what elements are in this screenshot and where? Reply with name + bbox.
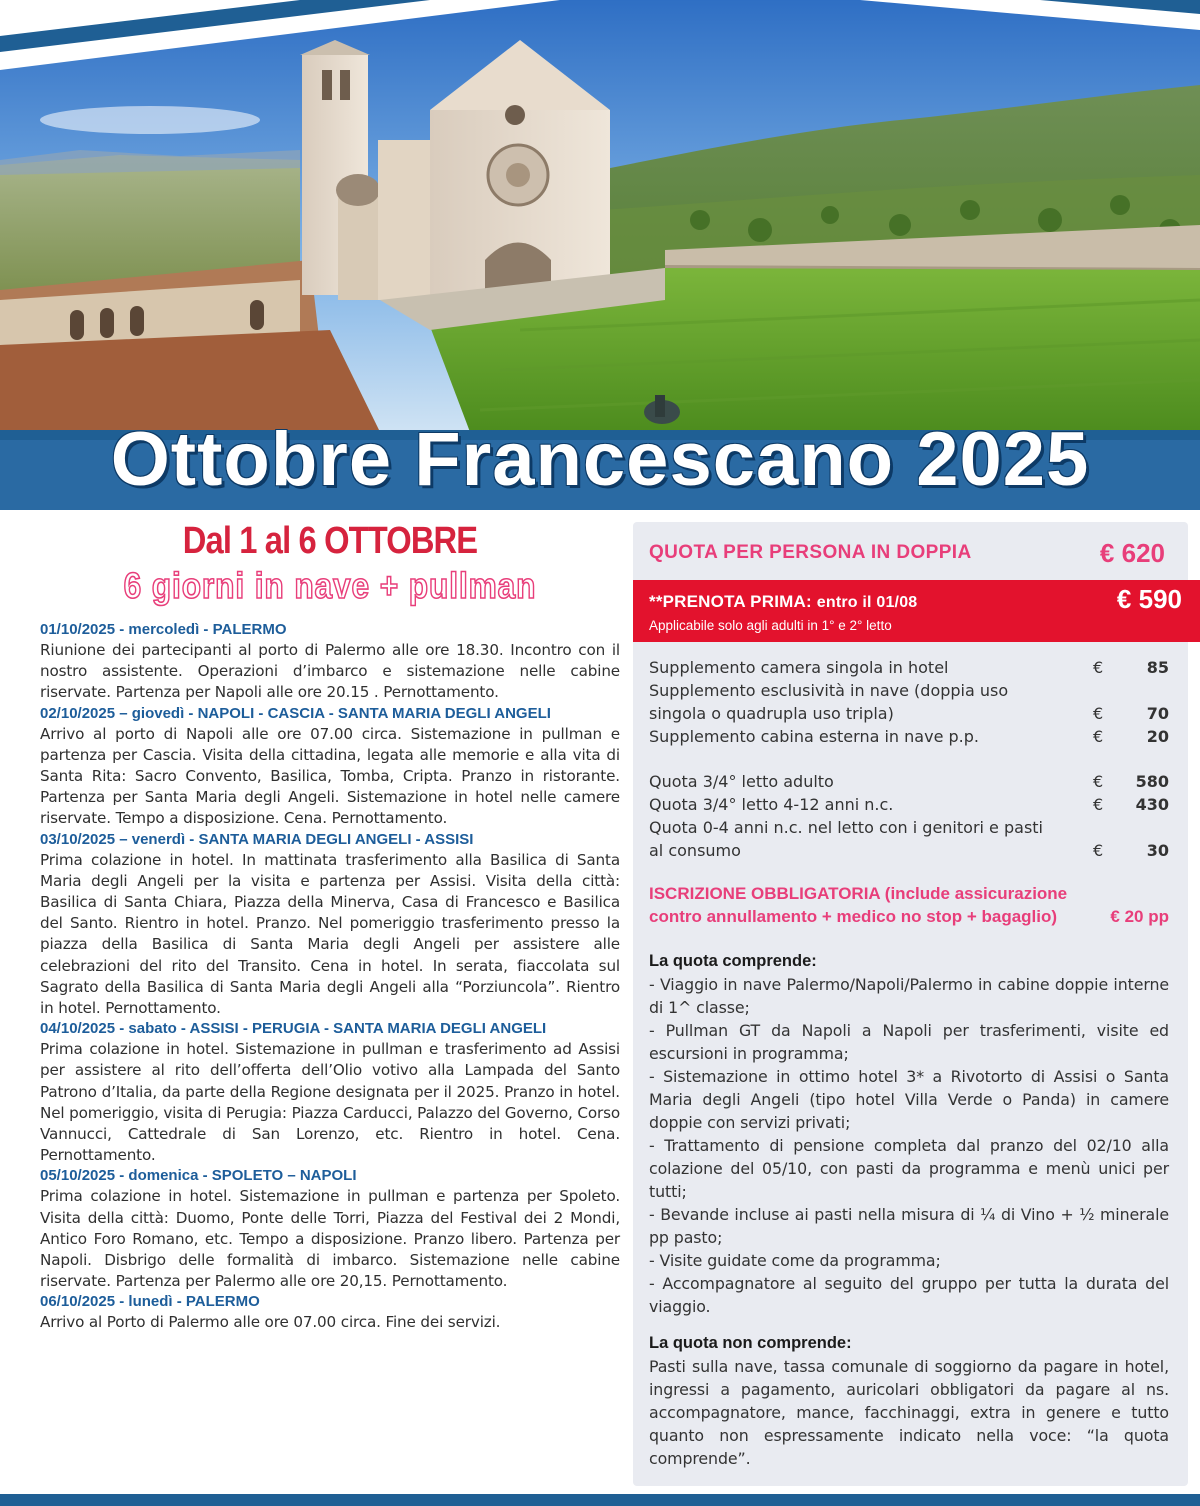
itinerary-column bbox=[40, 518, 620, 1334]
supplement-row bbox=[649, 679, 1169, 725]
supplement-amount: 85 bbox=[1146, 658, 1169, 677]
includes-item: - Pullman GT da Napoli a Napoli per trasferimenti, visite ed escursioni in programma; bbox=[649, 1021, 1169, 1063]
excludes-title: La quota non comprende: bbox=[649, 1334, 852, 1352]
day-heading: 06/10/2025 - lunedì - PALERMO bbox=[40, 1293, 260, 1311]
quota-row bbox=[649, 538, 1165, 572]
currency-symbol: € bbox=[1093, 841, 1104, 860]
supplement-label: Supplemento cabina esterna in nave p.p. bbox=[649, 727, 979, 746]
page-title: Ottobre Francescano 2025 bbox=[110, 417, 1090, 502]
supplement-label: Supplemento camera singola in hotel bbox=[649, 658, 949, 677]
includes-item: - Accompagnatore al seguito del gruppo per tutta la durata del viaggio. bbox=[649, 1274, 1169, 1316]
currency-symbol: € bbox=[1093, 727, 1104, 746]
day-heading: 02/10/2025 – giovedì - NAPOLI - CASCIA - SANTA MARIA DEGLI ANGELI bbox=[40, 704, 551, 722]
day-description: Prima colazione in hotel. In mattinata trasferimento alla Basilica di Santa Maria degli Angeli per la visita e partenza per Assisi. Visita della città: Basilica di Santa Chiara, Piazza della Minerva, Casa di Francesco e Basilica del Santo. Rientro in hotel. Pranzo. Nel pomeriggio trasferimento presso la piazza della Basilica di Santa Maria degli Angeli per assistere alle celebrazioni del rito del Transito. Cena in hotel. In serata, fiaccolata sul Sagrato della Basilica di Santa Maria degli Angeli alla “Porziuncola”. Rientro in hotel. Pernottamento. bbox=[40, 850, 620, 1018]
day-heading: 04/10/2025 - sabato - ASSISI - PERUGIA - SANTA MARIA DEGLI ANGELI bbox=[40, 1020, 547, 1038]
currency-symbol: € bbox=[1093, 658, 1104, 677]
registration-label: ISCRIZIONE OBBLIGATORIA (include assicurazione contro annullamento + medico no stop + bagaglio) bbox=[649, 884, 1068, 926]
early-booking-label: **PRENOTA PRIMA: bbox=[649, 592, 812, 611]
itinerary-day bbox=[40, 620, 620, 704]
supplement-amount: 70 bbox=[1146, 704, 1169, 723]
extra-bed-label: Quota 3/4° letto 4-12 anni n.c. bbox=[649, 795, 894, 814]
includes-item: - Visite guidate come da programma; bbox=[649, 1251, 941, 1270]
day-heading: 05/10/2025 - domenica - SPOLETO – NAPOLI bbox=[40, 1167, 357, 1185]
currency-symbol: € bbox=[1093, 795, 1104, 814]
extra-bed-list bbox=[649, 770, 1169, 862]
date-range-heading: Dal 1 al 6 OTTOBRE bbox=[182, 520, 478, 562]
includes-title: La quota comprende: bbox=[649, 952, 817, 970]
early-booking-deadline: entro il 01/08 bbox=[816, 594, 918, 611]
extra-bed-label: Quota 0-4 anni n.c. nel letto con i genitori e pasti al consumo bbox=[649, 818, 1043, 860]
extra-bed-amount: 30 bbox=[1146, 841, 1169, 860]
basilica-landscape-illustration bbox=[0, 0, 1200, 432]
itinerary-day bbox=[40, 1292, 620, 1333]
early-booking-title bbox=[649, 592, 917, 612]
includes-item: - Sistemazione in ottimo hotel 3* a Rivotorto di Assisi o Santa Maria degli Angeli (tipo hotel Villa Verde o Panda) in camere doppie con servizi privati; bbox=[649, 1067, 1169, 1132]
pricing-panel bbox=[633, 522, 1188, 1486]
registration-price: € 20 pp bbox=[1110, 907, 1169, 926]
bottom-stripe bbox=[0, 1494, 1200, 1506]
supplement-label: Supplemento esclusività in nave (doppia uso singola o quadrupla uso tripla) bbox=[649, 681, 1009, 723]
extra-bed-amount: 430 bbox=[1135, 795, 1169, 814]
excludes-section bbox=[649, 1332, 1169, 1470]
quota-price: € 620 bbox=[1099, 538, 1165, 568]
supplement-amount: 20 bbox=[1146, 727, 1169, 746]
extra-bed-label: Quota 3/4° letto adulto bbox=[649, 772, 834, 791]
hero-photo bbox=[0, 0, 1200, 432]
supplement-row bbox=[649, 725, 1169, 748]
trip-description-heading: 6 giorni in nave + pullman bbox=[123, 565, 537, 606]
includes-item: - Trattamento di pensione completa dal pranzo del 02/10 alla colazione del 05/10, con pasti da programma e menù unici per tutti; bbox=[649, 1136, 1169, 1201]
extra-bed-amount: 580 bbox=[1135, 772, 1169, 791]
registration-fee bbox=[649, 882, 1169, 928]
day-description: Arrivo al Porto di Palermo alle ore 07.00 circa. Fine dei servizi. bbox=[40, 1313, 501, 1332]
day-heading: 01/10/2025 - mercoledì - PALERMO bbox=[40, 621, 287, 638]
day-description: Prima colazione in hotel. Sistemazione in pullman e partenza per Spoleto. Visita della città: Duomo, Ponte delle Torri, Piazza del Festival dei 2 Mondi, Antico Foro Romano, etc. Tempo a disposizione. Pranzo libero. Partenza per Napoli. Disbrigo delle formalità di imbarco. Sistemazione nelle cabine riservate. Partenza per Palermo alle ore 20,15. Pernottamento. bbox=[40, 1187, 620, 1291]
currency-symbol: € bbox=[1093, 772, 1104, 791]
itinerary-list bbox=[40, 620, 620, 1334]
extra-bed-row bbox=[649, 816, 1169, 862]
supplement-row bbox=[649, 656, 1169, 679]
day-description: Arrivo al porto di Napoli alle ore 07.00 circa. Sistemazione in pullman e partenza per Cascia. Visita della cittadina, legata alle memorie e alla vita di Santa Rita: Sacro Convento, Basilica, Tomba, Cripta. Pranzo in ristorante. Partenza per Santa Maria degli Angeli. Sistemazione in hotel nelle camere riservate. Tempo a disposizione. Cena. Pernottamento. bbox=[40, 724, 620, 828]
includes-item: - Viaggio in nave Palermo/Napoli/Palermo in cabine doppie interne di 1^ classe; bbox=[649, 975, 1169, 1017]
supplements-list bbox=[649, 656, 1169, 748]
early-booking-note: Applicabile solo agli adulti in 1° e 2° letto bbox=[649, 618, 892, 633]
itinerary-day bbox=[40, 1019, 620, 1166]
day-description: Prima colazione in hotel. Sistemazione in pullman e trasferimento ad Assisi per assistere al rito dell’offerta dell’Olio votivo alla Lampada del Santo Patrono d’Italia, da parte della Regione designata per il 2025. Pranzo in hotel. Nel pomeriggio, visita di Perugia: Piazza Carducci, Palazzo del Governo, Corso Vannucci, Cattedrale di San Lorenzo, etc. Rientro in hotel. Cena. Pernottamento. bbox=[40, 1040, 620, 1165]
day-heading: 03/10/2025 – venerdì - SANTA MARIA DEGLI ANGELI - ASSISI bbox=[40, 830, 474, 848]
itinerary-day bbox=[40, 830, 620, 1020]
day-description: Riunione dei partecipanti al porto di Palermo alle ore 18.30. Incontro con il nostro assistente. Operazioni d’imbarco e sistemazione nelle cabine riservate. Partenza per Napoli alle ore 20.15 . Pernottamento. bbox=[40, 641, 620, 702]
quota-label: QUOTA PER PERSONA IN DOPPIA bbox=[649, 542, 972, 563]
extra-bed-row bbox=[649, 793, 1169, 816]
early-booking-price: € 590 bbox=[1116, 584, 1182, 614]
excludes-text: Pasti sulla nave, tassa comunale di soggiorno da pagare in hotel, ingressi a pagamento, auricolari obbligatori da pagare al ns. accompagnatore, mance, facchinaggi, extra in genere e tutto quanto non espressamente indicato nella voce: “la quota comprende”. bbox=[649, 1357, 1169, 1468]
itinerary-day bbox=[40, 1166, 620, 1292]
itinerary-day bbox=[40, 704, 620, 830]
includes-section bbox=[649, 950, 1169, 1318]
includes-item: - Bevande incluse ai pasti nella misura di ¼ di Vino + ½ minerale pp pasto; bbox=[649, 1205, 1169, 1247]
currency-symbol: € bbox=[1093, 704, 1104, 723]
extra-bed-row bbox=[649, 770, 1169, 793]
